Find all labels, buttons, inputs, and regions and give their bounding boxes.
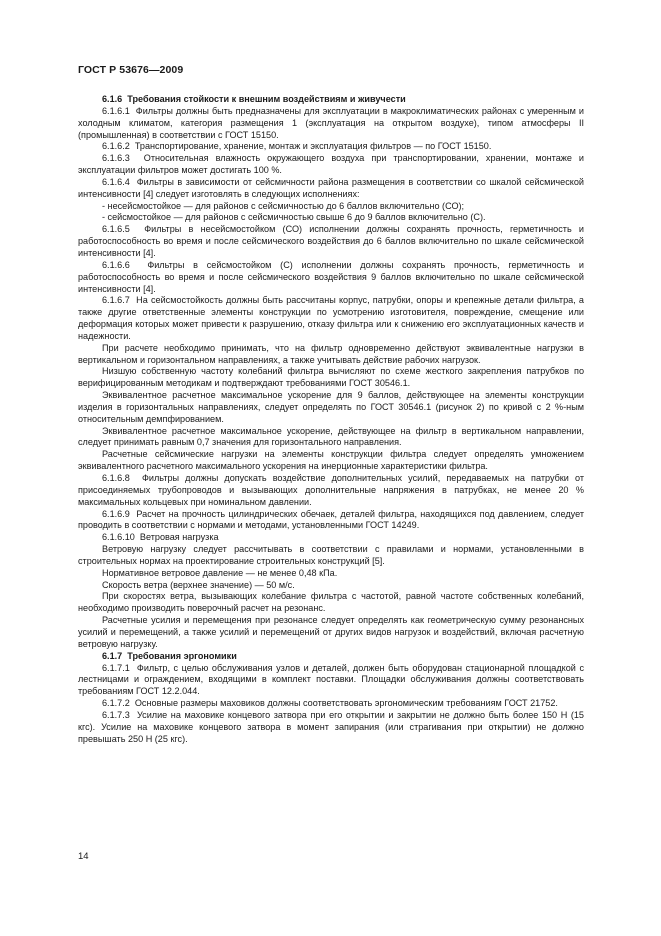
- paragraph: Скорость ветра (верхнее значение) — 50 м/с.: [102, 579, 295, 590]
- paragraph: 6.1.6.3 Относительная влажность окружающего воздуха при транспортировании, хранении, монтаже и эксплуатации фильтров может достигать 100 %.: [78, 153, 587, 176]
- paragraph: 6.1.6.4 Фильтры в зависимости от сейсмичности района размещения в соответствии со шкалой сейсмической интенсивности [4] следует изготовлять в следующих исполнениях:: [78, 176, 587, 199]
- paragraph: Расчетные сейсмические нагрузки на элементы конструкции фильтра следует определять умножением эквивалентного расчетного максимального ускорения на инерционные характеристики фильтра.: [78, 449, 587, 472]
- paragraph: 6.1.6.10 Ветровая нагрузка: [102, 532, 219, 543]
- paragraph: 6.1.6.1 Фильтры должны быть предназначены для эксплуатации в макроклиматических районах с умеренным и холодным климатом, категория размещения 1 (эксплуатация на открытом воздухе), типом атмосферы II (промышленная) в соответствии с ГОСТ 15150.: [78, 105, 587, 140]
- list-item: - несейсмостойкое — для районов с сейсмичностью до 6 баллов включительно (СО);: [102, 200, 465, 211]
- paragraph: Нормативное ветровое давление — не менее 0,48 кПа.: [102, 567, 338, 578]
- section-heading: 6.1.6 Требования стойкости к внешним воздействиям и живучести: [102, 94, 406, 104]
- paragraph: Расчетные усилия и перемещения при резонансе следует определять как геометрическую сумму резонансных усилий и перемещений, а также усилий и перемещений от других видов нагрузок и воздействий, включая расчетную ветровую нагрузку.: [78, 615, 587, 649]
- section-heading: 6.1.7 Требования эргономики: [102, 650, 237, 661]
- list-item: - сейсмостойкое — для районов с сейсмичностью свыше 6 до 9 баллов включительно (С).: [102, 212, 486, 223]
- paragraph: 6.1.7.1 Фильтр, с целью обслуживания узлов и деталей, должен быть оборудован стационарной площадкой с лестницами и ограждением, входящими в комплект поставки. Площадки обслуживания должны соответствовать требованиям ГОСТ 12.2.044.: [78, 662, 587, 697]
- paragraph: При скоростях ветра, вызывающих колебание фильтра с частотой, равной частоте собственных колебаний, необходимо производить поверочный расчет на резонанс.: [78, 591, 587, 614]
- paragraph: 6.1.7.2 Основные размеры маховиков должны соответствовать эргономическим требованиям ГОСТ 21752.: [102, 698, 558, 709]
- paragraph: 6.1.6.6 Фильтры в сейсмостойком (С) исполнении должны сохранять прочность, герметичность и работоспособность во время и после сейсмического воздействия 9 баллов включительно по шкале сейсмической интенсивности [4].: [78, 259, 587, 294]
- paragraph: Эквивалентное расчетное максимальное ускорение, действующее на фильтр в вертикальном направлении, следует принимать равным 0,7 значения для горизонтального направления.: [78, 425, 587, 448]
- paragraph: 6.1.7.3 Усилие на маховике концевого затвора при его открытии и закрытии не должно быть более 150 Н (15 кгс). Усилие на маховике концевого затвора в момент запирания (или страгивания при открытии) не должно превышать 250 Н (25 кгс).: [78, 709, 587, 744]
- page-header-standard-id: ГОСТ Р 53676—2009: [78, 64, 184, 76]
- document-body: [78, 94, 587, 745]
- paragraph: 6.1.6.9 Расчет на прочность цилиндрических обечаек, деталей фильтра, находящихся под давлением, следует проводить в соответствии с нормами и методами, установленными ГОСТ 14249.: [78, 508, 587, 531]
- page-number: 14: [78, 851, 89, 862]
- paragraph: 6.1.6.5 Фильтры в несейсмостойком (СО) исполнении должны сохранять прочность, герметичность и работоспособность во время и после сейсмического воздействия до 6 баллов включительно по шкале сейсмической интенсивности [4].: [78, 224, 587, 258]
- paragraph: Низшую собственную частоту колебаний фильтра вычисляют по схеме жесткого закрепления патрубков по верифицированным методикам и подтверждают требованиями ГОСТ 30546.1.: [78, 366, 587, 389]
- paragraph: 6.1.6.8 Фильтры должны допускать воздействие дополнительных усилий, передаваемых на патрубки от присоединяемых трубопроводов и вызывающих дополнительные напряжения в патрубках, не менее 20 % максимальных кольцевых при номинальном давлении.: [78, 473, 587, 507]
- paragraph: 6.1.6.2 Транспортирование, хранение, монтаж и эксплуатация фильтров — по ГОСТ 15150.: [102, 141, 492, 152]
- paragraph: При расчете необходимо принимать, что на фильтр одновременно действуют эквивалентные нагрузки в вертикальном и горизонтальном направлениях, а также учитывать действие рабочих нагрузок.: [78, 342, 587, 365]
- paragraph: Ветровую нагрузку следует рассчитывать в соответствии с правилами и нормами, установленными в строительных нормах на проектирование строительных конструкций [5].: [78, 544, 587, 566]
- paragraph: 6.1.6.7 На сейсмостойкость должны быть рассчитаны корпус, патрубки, опоры и крепежные детали фильтра, а также другие ответственные элементы конструкции по усмотрению изготовителя, повреждение, смещение или деформация которых может привести к разрушению, отказу фильтра или к снижению его эксплуатационных качеств и надежности.: [78, 295, 587, 341]
- paragraph: Эквивалентное расчетное максимальное ускорение для 9 баллов, действующее на элементы конструкции изделия в горизонтальных направлениях, следует определять по ГОСТ 30546.1 (рисунок 2) по кривой с 2 %-ным относительным демпфированием.: [78, 390, 587, 424]
